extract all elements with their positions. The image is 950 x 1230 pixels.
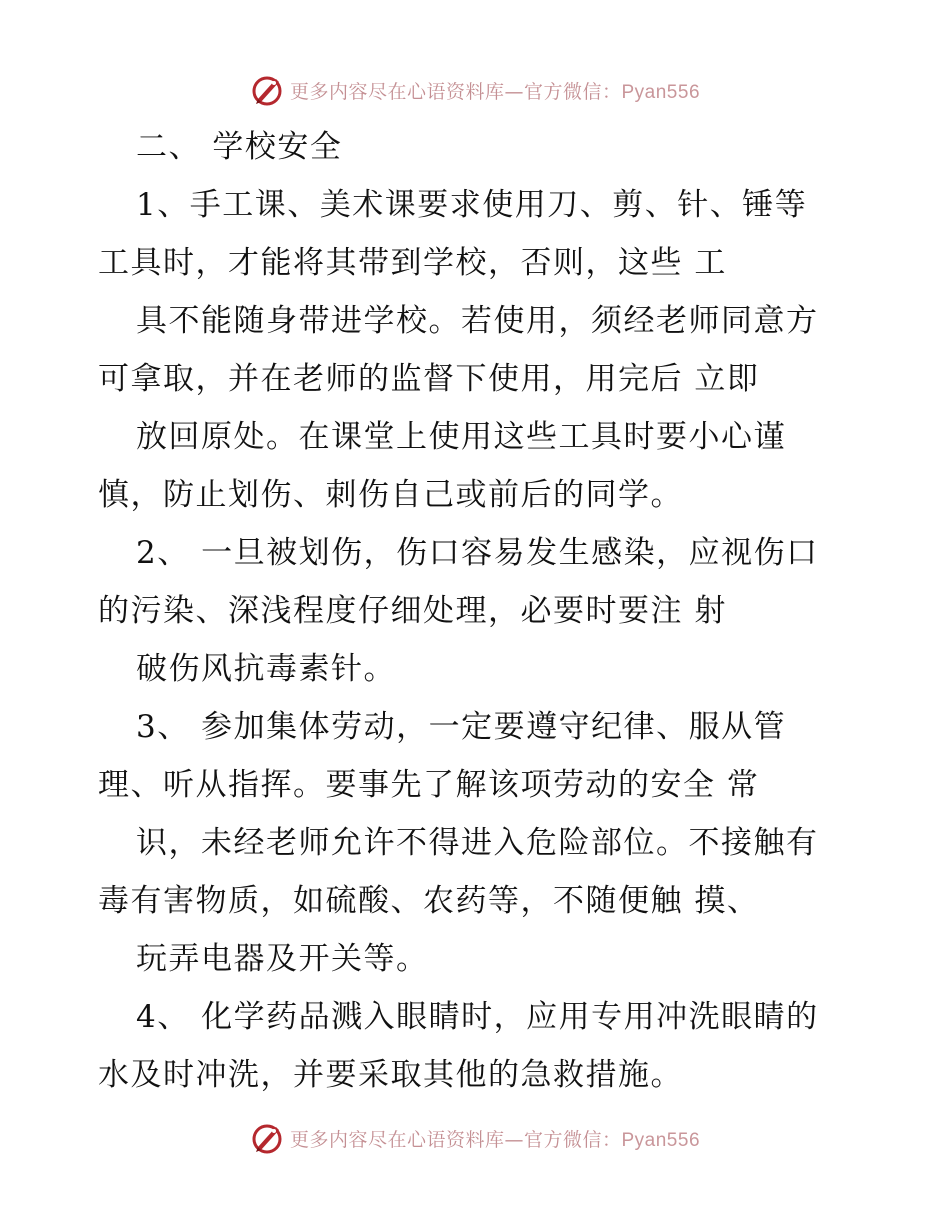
- header-banner-text: 更多内容尽在心语资料库—官方微信：Pyan556: [289, 80, 701, 103]
- footer-banner-text: 更多内容尽在心语资料库—官方微信：Pyan556: [289, 1128, 701, 1151]
- paragraph-line: 玩弄电器及开关等。: [136, 941, 429, 977]
- paragraph-line: 3、 参加集体劳动，一定要遵守纪律、服从管: [136, 709, 787, 745]
- paragraph-line: 理、听从指挥。要事先了解该项劳动的安全 常: [98, 767, 760, 803]
- paragraph-line: 2、 一旦被划伤，伤口容易发生感染，应视伤口: [136, 535, 819, 571]
- paragraph-line: 识，未经老师允许不得进入危险部位。不接触有: [136, 825, 819, 861]
- paragraph-line: 毒有害物质，如硫酸、农药等，不随便触 摸、: [98, 883, 760, 919]
- paragraph-line: 4、 化学药品溅入眼睛时，应用专用冲洗眼睛的: [136, 999, 819, 1035]
- paragraph-line: 水及时冲洗，并要采取其他的急救措施。: [98, 1057, 683, 1093]
- pen-circle-logo-icon: [250, 73, 284, 107]
- paragraph-line: 工具时，才能将其带到学校，否则，这些 工: [98, 245, 727, 281]
- pen-circle-logo-icon: [250, 1121, 284, 1155]
- paragraph-line: 放回原处。在课堂上使用这些工具时要小心谨: [136, 419, 786, 455]
- footer-watermark-banner: [0, 1118, 950, 1158]
- paragraph-line: 具不能随身带进学校。若使用，须经老师同意方: [136, 303, 819, 339]
- paragraph-line: 破伤风抗毒素针。: [136, 651, 396, 687]
- header-watermark-banner: [0, 70, 950, 110]
- paragraph-line: 可拿取，并在老师的监督下使用，用完后 立即: [98, 361, 760, 397]
- paragraph-line: 慎，防止划伤、刺伤自己或前后的同学。: [98, 477, 683, 513]
- section-heading: 二、 学校安全: [136, 129, 343, 165]
- document-body: [98, 118, 858, 1104]
- paragraph-line: 1、手工课、美术课要求使用刀、剪、针、锤等: [136, 187, 808, 223]
- paragraph-line: 的污染、深浅程度仔细处理，必要时要注 射: [98, 593, 727, 629]
